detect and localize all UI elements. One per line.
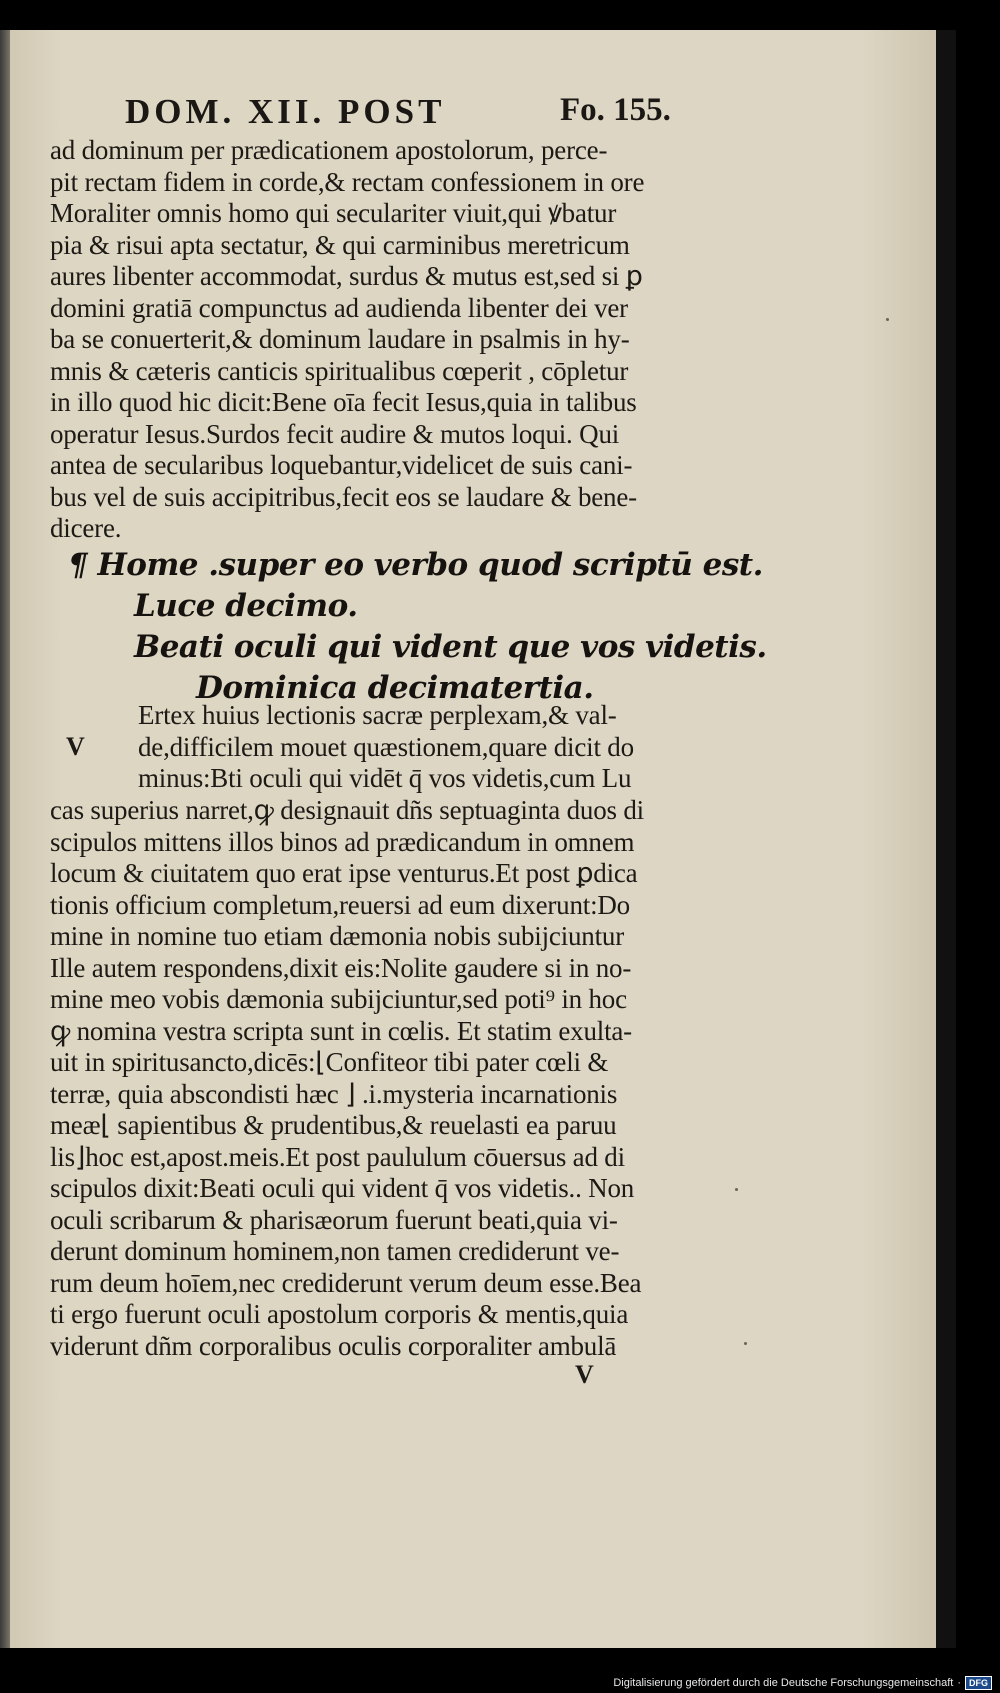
text-line: mine in nomine tuo etiam dæmonia nobis subijciuntur <box>50 921 624 951</box>
text-line: Ertex huius lectionis sacræ perplexam,& val- <box>138 700 617 730</box>
text-line: derunt dominum hominem,non tamen crediderunt ve- <box>50 1236 620 1266</box>
text-line: lis⌋hoc est,apost.meis.Et post paululum cōuersus ad di <box>50 1141 625 1172</box>
paper-speck <box>886 318 889 321</box>
credit-text: Digitalisierung gefördert durch die Deutsche Forschungsgemeinschaft <box>613 1677 954 1689</box>
text-line: scipulos mittens illos binos ad prædicandum in omnem <box>50 826 635 857</box>
heading-line: Beati oculi qui vident que vos videtis. <box>134 629 767 665</box>
drop-initial-guide-letter: V <box>66 732 85 761</box>
text-line: mnis & cæteris canticis spiritualibus cœperit , cōpletur <box>50 355 629 386</box>
text-line: pia & risui apta sectatur, & qui carminibus meretricum <box>50 229 630 260</box>
text-line: ꝙ nomina vestra scripta sunt in cœlis. Et statim exulta- <box>50 1015 632 1046</box>
running-head: DOM. XII. POST <box>125 92 446 131</box>
page-edge <box>936 30 956 1648</box>
text-line: uit in spiritusancto,dicēs:⌊Confiteor tibi pater cœli & <box>50 1047 609 1077</box>
homily-heading <box>68 545 767 709</box>
text-line: scipulos dixit:Beati oculi qui vident q̄ vos videtis.. Non <box>50 1173 635 1203</box>
text-line: Ille autem respondens,dixit eis:Nolite gaudere si in no- <box>50 952 632 983</box>
credit-separator: · <box>957 1677 961 1689</box>
text-line: viderunt dñm corporalibus oculis corporaliter ambulā <box>50 1330 617 1361</box>
paper-speck <box>735 1188 738 1191</box>
text-line: de,difficilem mouet quæstionem,quare dicit do <box>138 731 634 762</box>
text-line: aures libenter accommodat, surdus & mutus est,sed si ꝑ <box>50 261 643 291</box>
indented-text-block <box>138 700 738 795</box>
text-line: minus:Bti oculi qui vidēt q̄ vos videtis,cum Lu <box>138 763 632 793</box>
dfg-logo: DFG <box>965 1676 992 1690</box>
text-line: pit rectam fidem in corde,& rectam confessionem in ore <box>50 166 645 197</box>
heading-line: Luce decimo. <box>134 588 358 624</box>
text-line: ad dominum per prædicationem apostolorum, perce- <box>50 135 608 165</box>
text-line: Moraliter omnis homo qui seculariter viuit,qui ꝟbatur <box>50 198 617 228</box>
text-line: cas superius narret,ꝙ designauit dñs septuaginta duos di <box>50 795 644 825</box>
text-line: rum deum hoīem,nec crediderunt verum deum esse.Bea <box>50 1267 642 1298</box>
text-line: in illo quod hic dicit:Bene oīa fecit Iesus,quia in talibus <box>50 387 637 417</box>
text-line: tionis officium completum,reuersi ad eum dixerunt:Do <box>50 889 630 920</box>
folio-number: Fo. 155. <box>560 92 671 128</box>
text-line: operatur Iesus.Surdos fecit audire & mutos loqui. Qui <box>50 418 620 449</box>
text-line: antea de secularibus loquebantur,videlicet de suis cani- <box>50 450 633 480</box>
text-line: mine meo vobis dæmonia subijciuntur,sed poti⁹ in hoc <box>50 984 627 1014</box>
text-line: meæ⌊ sapientibus & prudentibus,& reuelasti ea paruu <box>50 1110 617 1140</box>
text-line: terræ, quia abscondisti hæc ⌋ .i.mysteria incarnationis <box>50 1078 618 1109</box>
text-line: oculi scribarum & pharisæorum fuerunt beati,quia vi- <box>50 1204 618 1235</box>
text-line: ba se conuerterit,& dominum laudare in psalmis in hy- <box>50 324 630 354</box>
heading-line: ¶ Home .super eo verbo quod scriptū est. <box>68 547 763 583</box>
text-line: locum & ciuitatem quo erat ipse venturus.Et post ꝑdica <box>50 858 638 888</box>
body-text-block <box>50 795 730 1362</box>
text-line: ti ergo fuerunt oculi apostolum corporis & mentis,quia <box>50 1299 629 1329</box>
top-text-block <box>50 135 730 545</box>
book-spine-shadow <box>0 30 10 1648</box>
digitization-credit <box>613 1676 992 1690</box>
heading-line: Dominica decimatertia. <box>196 670 594 706</box>
paper-speck <box>744 1342 747 1345</box>
text-line: bus vel de suis accipitribus,fecit eos se laudare & bene- <box>50 481 637 512</box>
text-line: domini gratiā compunctus ad audienda libenter dei ver <box>50 292 628 323</box>
text-line: dicere. <box>50 513 122 543</box>
signature-mark: V <box>575 1360 594 1389</box>
